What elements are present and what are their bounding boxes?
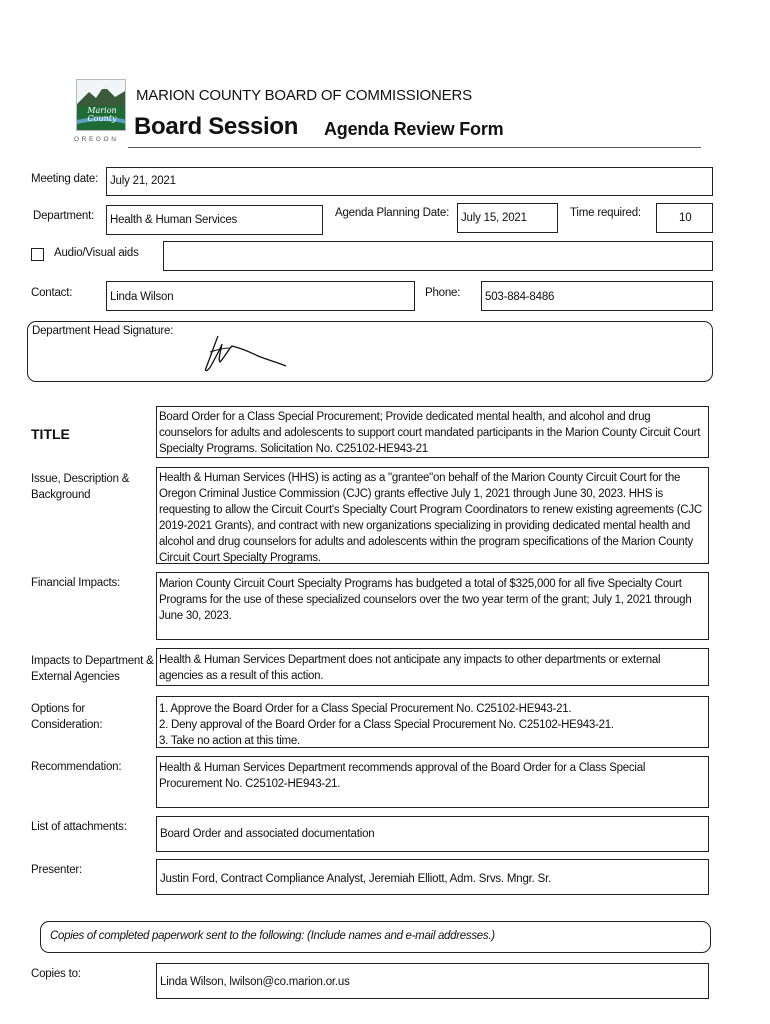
agenda-planning-date-field[interactable] (457, 203, 558, 233)
time-required-value: 10 (679, 212, 692, 224)
option-item: 3. Take no action at this time. (159, 735, 300, 747)
form-title: Board Session (134, 113, 299, 140)
presenter-box[interactable] (156, 859, 709, 895)
department-value: Health & Human Services (110, 214, 238, 226)
issue-label: Issue, Description & Background (31, 473, 130, 501)
form-subtitle: Agenda Review Form (324, 119, 504, 139)
copies-to-text: Linda Wilson, lwilson@co.marion.or.us (160, 976, 350, 988)
audio-visual-field[interactable] (163, 241, 713, 271)
phone-label: Phone: (425, 287, 461, 299)
copies-note-text: Copies of completed paperwork sent to the following: (Include names and e-mail addresses.) (50, 930, 495, 942)
title-label: TITLE (31, 426, 70, 442)
presenter-text: Justin Ford, Contract Compliance Analyst, Jeremiah Elliott, Adm. Srvs. Mngr. Sr. (160, 873, 552, 885)
option-item: 1. Approve the Board Order for a Class Special Procurement No. C25102-HE943-21. (159, 703, 572, 715)
logo-oregon-word: OREGON (74, 136, 119, 143)
meeting-date-field[interactable] (106, 167, 713, 196)
phone-value: 503-884-8486 (485, 291, 555, 303)
time-required-field[interactable] (656, 203, 713, 233)
copies-to-label: Copies to: (31, 968, 81, 980)
header-divider (128, 147, 701, 148)
handwritten-signature (198, 328, 298, 374)
option-item: 2. Deny approval of the Board Order for a Class Special Procurement No. C25102-HE943-21. (159, 719, 614, 731)
department-field[interactable] (106, 205, 323, 235)
financial-label: Financial Impacts: (31, 577, 121, 589)
org-name: MARION COUNTY BOARD OF COMMISSIONERS (136, 87, 472, 104)
issue-text: Health & Human Services (HHS) is acting as a "grantee"on behalf of the Marion County Circuit Court for the Oregon Criminal Justice Commission (CJC) grants effective July 1, 2021 through June 30, 2023. HHS is requesting to allow the Circuit Court's Specialty Court Program Coordinators to renew existing agreements (CJC 2019-2021 Grants), and contract with new organizations specializing in providing dedicated mental health and alcohol and drug counselors for adults and adolescents within the program specifications of the Marion County Circuit Court Specialty Programs. (159, 472, 702, 564)
options-label: Options for Consideration: (31, 703, 103, 731)
agenda-planning-date-label: Agenda Planning Date: (335, 207, 450, 219)
contact-field[interactable] (106, 281, 415, 311)
recommendation-label: Recommendation: (31, 761, 122, 773)
title-text: Board Order for a Class Special Procurement; Provide dedicated mental health, and alcohol and drug counselors for adults and adolescents to support court mandated participants in the Marion County Circuit Court Specialty Programs. Solicitation No. C25102-HE943-21 (159, 411, 701, 455)
signature-label: Department Head Signature: (32, 325, 174, 337)
logo-text: Marion County (87, 106, 117, 123)
agenda-planning-date-value: July 15, 2021 (461, 212, 527, 224)
impacts-label: Impacts to Department & External Agencies (31, 655, 154, 683)
attachments-box[interactable] (156, 816, 709, 852)
time-required-label: Time required: (570, 207, 641, 219)
contact-label: Contact: (31, 287, 73, 299)
copies-to-box[interactable] (156, 963, 709, 999)
signature-box[interactable] (27, 321, 713, 382)
attachments-text: Board Order and associated documentation (160, 828, 375, 840)
meeting-date-label: Meeting date: (31, 173, 99, 185)
contact-value: Linda Wilson (110, 291, 174, 303)
department-label: Department: (33, 210, 95, 222)
presenter-label: Presenter: (31, 864, 83, 876)
recommendation-text: Health & Human Services Department recommends approval of the Board Order for a Class Special Procurement No. C25102-HE943-21. (159, 762, 646, 790)
financial-text: Marion County Circuit Court Specialty Programs has budgeted a total of $325,000 for all five Specialty Court Programs for the use of these specialized counselors over the two year term of the grant; July 1, 2021 through June 30, 2023. (159, 578, 692, 622)
copies-note-box (40, 921, 711, 953)
attachments-label: List of attachments: (31, 821, 127, 833)
meeting-date-value: July 21, 2021 (110, 175, 176, 187)
phone-field[interactable] (481, 281, 713, 311)
audio-visual-checkbox[interactable] (31, 248, 44, 261)
county-logo (76, 79, 126, 131)
impacts-text: Health & Human Services Department does not anticipate any impacts to other departments or external agencies as a result of this action. (159, 654, 661, 682)
audio-visual-label: Audio/Visual aids (54, 247, 139, 259)
options-list (156, 699, 709, 749)
